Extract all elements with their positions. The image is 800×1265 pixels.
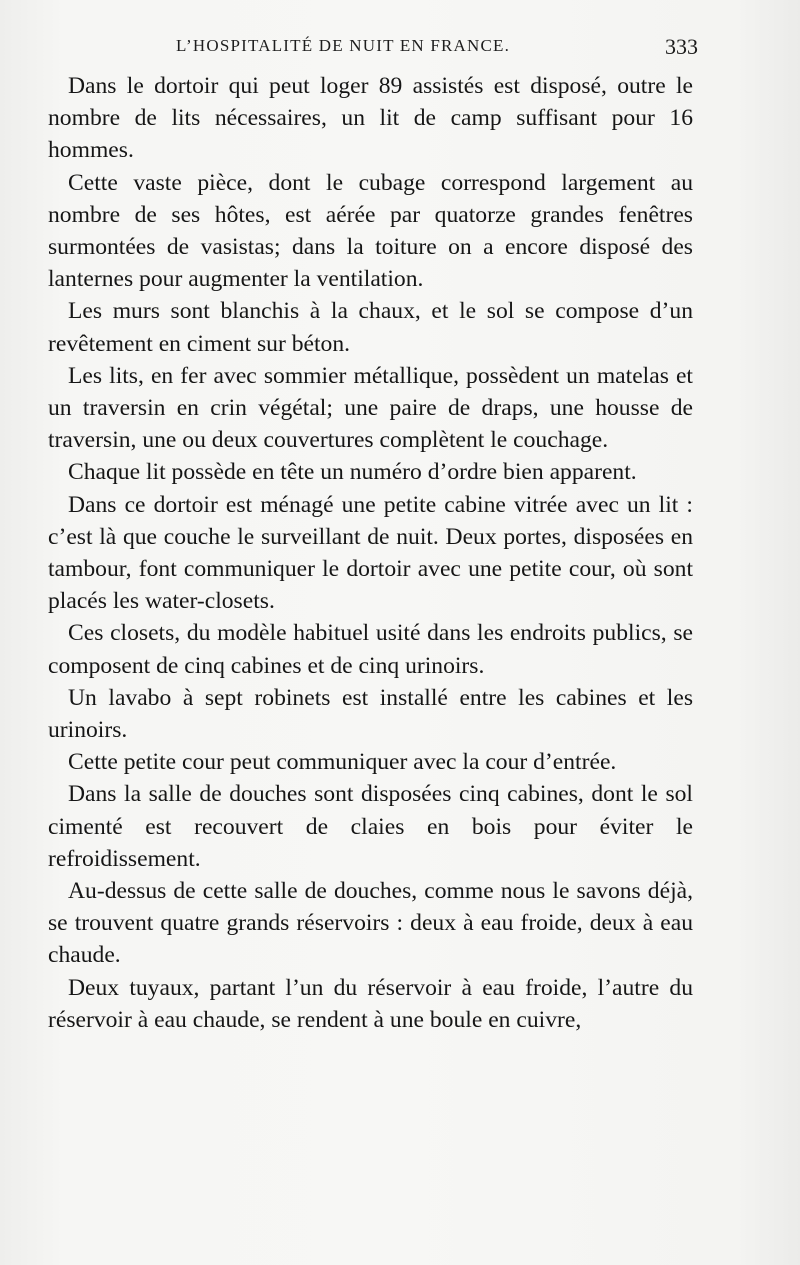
running-head — [48, 34, 698, 74]
paragraph-courtyard: Cette petite cour peut communiquer avec la cour d’entrée. — [68, 749, 617, 776]
paragraph-lavabo: Un lavabo à sept robinets est installé entre les cabines et les urinoirs. — [48, 684, 693, 744]
page-number: 333 — [665, 34, 698, 59]
paragraph-cabin-doors: Dans ce dortoir est ménagé une petite cabine vitrée avec un lit : c’est là que couche le surveillant de nuit. Deux portes, disposées en tambour, font communiquer le dortoir avec une petite cour, où sont placés les water-closets. — [48, 491, 693, 615]
paragraph-ventilation: Cette vaste pièce, dont le cubage correspond largement au nombre de ses hôtes, est aérée par quatorze grandes fenêtres surmontées de vasistas; dans la toiture on a encore disposé des lanternes pour augmenter la ventilation. — [48, 169, 693, 293]
paragraph-closets: Ces closets, du modèle habituel usité dans les endroits publics, se composent de cinq cabines et de cinq urinoirs. — [48, 620, 693, 679]
paragraph-pipes: Deux tuyaux, partant l’un du réservoir à eau froide, l’autre du réservoir à eau chaude, se rendent à une boule en cuivre, — [48, 974, 693, 1033]
paragraph-bed-numbers: Chaque lit possède en tête un numéro d’ordre bien apparent. — [68, 459, 637, 486]
paragraph-showers: Dans la salle de douches sont disposées cinq cabines, dont le sol cimenté est recouvert de claies en bois pour éviter le refroidissement. — [48, 781, 693, 872]
running-title: L’HOSPITALITÉ DE NUIT EN FRANCE. — [176, 36, 511, 55]
paragraph-reservoirs: Au-dessus de cette salle de douches, comme nous le savons déjà, se trouvent quatre grands réservoirs : deux à eau froide, deux à eau chaude. — [48, 878, 693, 969]
paragraph-beds: Les lits, en fer avec sommier métallique, possèdent un matelas et un traversin en crin végétal; une paire de draps, une housse de traversin, une ou deux couvertures complètent le couchage. — [48, 362, 693, 454]
body-text — [48, 70, 693, 1036]
paragraph-dortoir-capacity: Dans le dortoir qui peut loger 89 assistés est disposé, outre le nombre de lits nécessaires, un lit de camp suffisant pour 16 hommes. — [48, 73, 693, 164]
paragraph-walls-floor: Les murs sont blanchis à la chaux, et le sol se compose d’un revêtement en ciment sur béton. — [48, 298, 693, 357]
